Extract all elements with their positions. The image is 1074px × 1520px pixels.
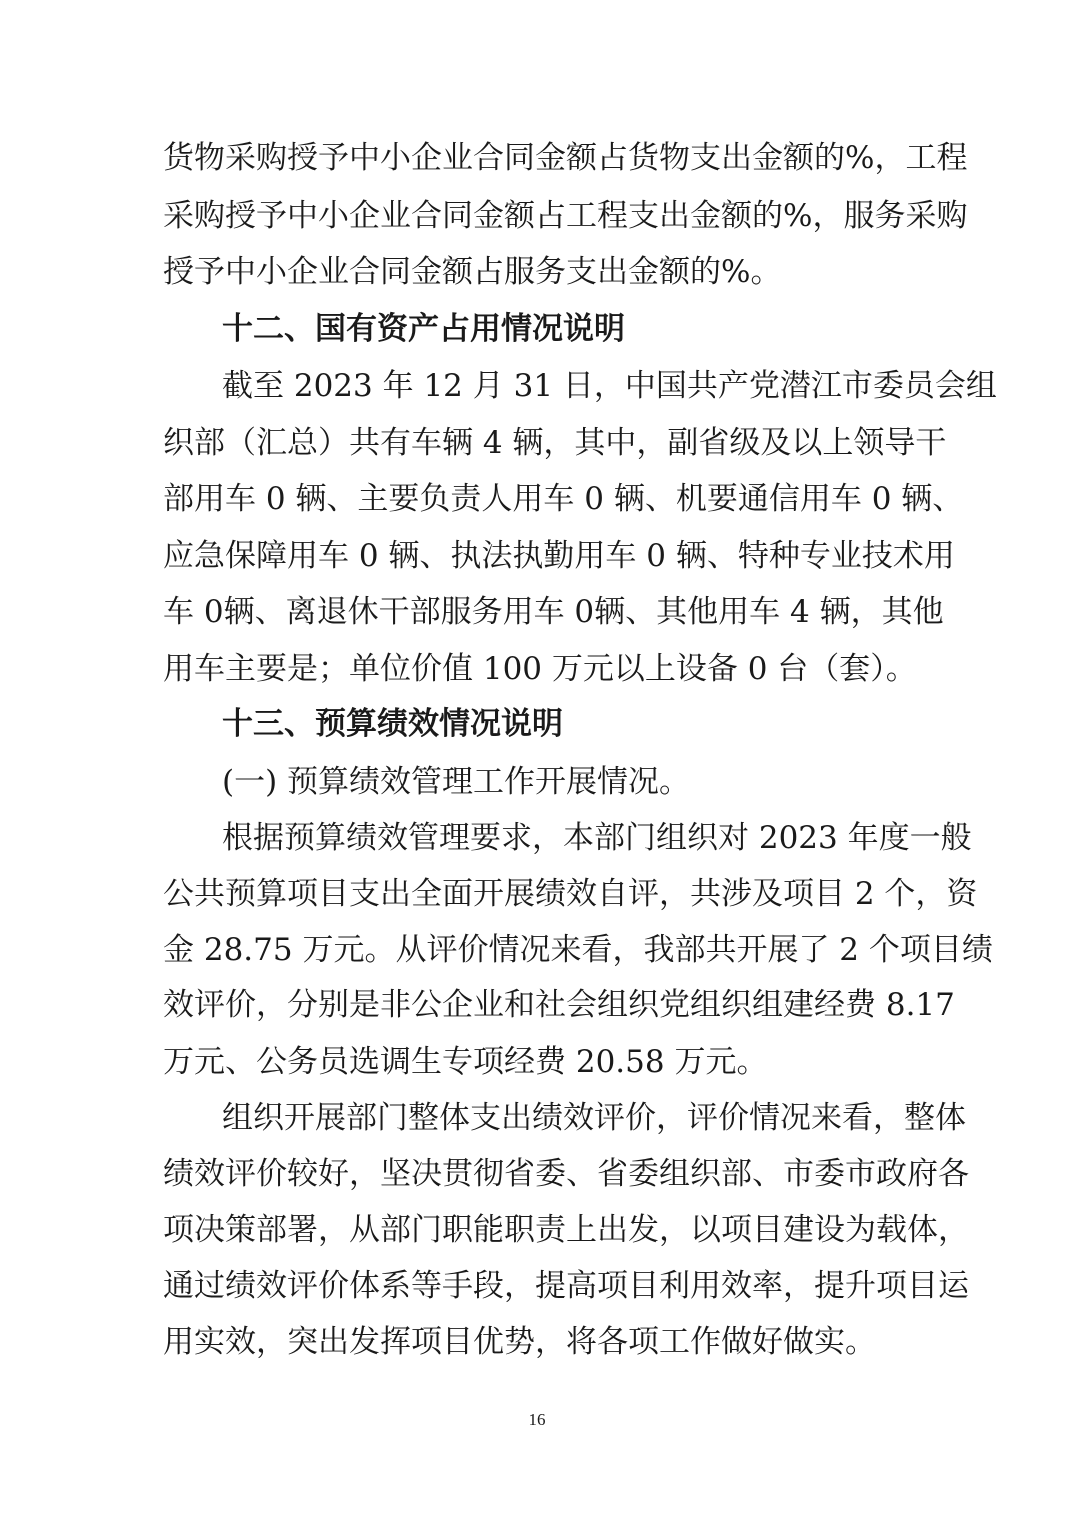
paragraph-line: 授予中小企业合同金额占服务支出金额的%。 [163, 254, 782, 290]
paragraph-line: 货物采购授予中小企业合同金额占货物支出金额的%，工程 [163, 140, 968, 176]
page-number: 16 [528, 1410, 546, 1429]
paragraph-line: 通过绩效评价体系等手段，提高项目利用效率，提升项目运 [163, 1268, 969, 1304]
paragraph-line: 车 0辆、离退休干部服务用车 0辆、其他用车 4 辆，其他 [163, 594, 944, 630]
paragraph-line: 项决策部署，从部门职能职责上出发，以项目建设为载体， [163, 1212, 969, 1248]
paragraph-line: 公共预算项目支出全面开展绩效自评，共涉及项目 2 个，资 [163, 876, 978, 912]
paragraph-line: 效评价，分别是非公企业和社会组织党组织组建经费 8.17 [163, 987, 955, 1023]
paragraph-line: 部用车 0 辆、主要负责人用车 0 辆、机要通信用车 0 辆、 [163, 481, 964, 517]
paragraph-line: 采购授予中小企业合同金额占工程支出金额的%，服务采购 [163, 198, 968, 234]
paragraph-line: 应急保障用车 0 辆、执法执勤用车 0 辆、特种专业技术用 [163, 538, 955, 574]
section-heading: 十三、预算绩效情况说明 [222, 706, 563, 742]
paragraph-line: 用车主要是；单位价值 100 万元以上设备 0 台（套）。 [163, 651, 917, 687]
paragraph-line: 根据预算绩效管理要求，本部门组织对 2023 年度一般 [222, 820, 972, 856]
paragraph-line: 截至 2023 年 12 月 31 日，中国共产党潜江市委员会组 [222, 368, 997, 404]
paragraph-line: 万元、公务员选调生专项经费 20.58 万元。 [163, 1044, 768, 1080]
section-heading: 十二、国有资产占用情况说明 [222, 311, 625, 347]
paragraph-line: 绩效评价较好，坚决贯彻省委、省委组织部、市委市政府各 [163, 1156, 969, 1192]
subsection-heading: (一) 预算绩效管理工作开展情况。 [222, 764, 691, 800]
paragraph-line: 金 28.75 万元。从评价情况来看，我部共开展了 2 个项目绩 [163, 932, 993, 968]
paragraph-line: 织部（汇总）共有车辆 4 辆，其中，副省级及以上领导干 [163, 425, 947, 461]
paragraph-line: 组织开展部门整体支出绩效评价，评价情况来看，整体 [222, 1100, 966, 1136]
paragraph-line: 用实效，突出发挥项目优势，将各项工作做好做实。 [163, 1324, 876, 1360]
